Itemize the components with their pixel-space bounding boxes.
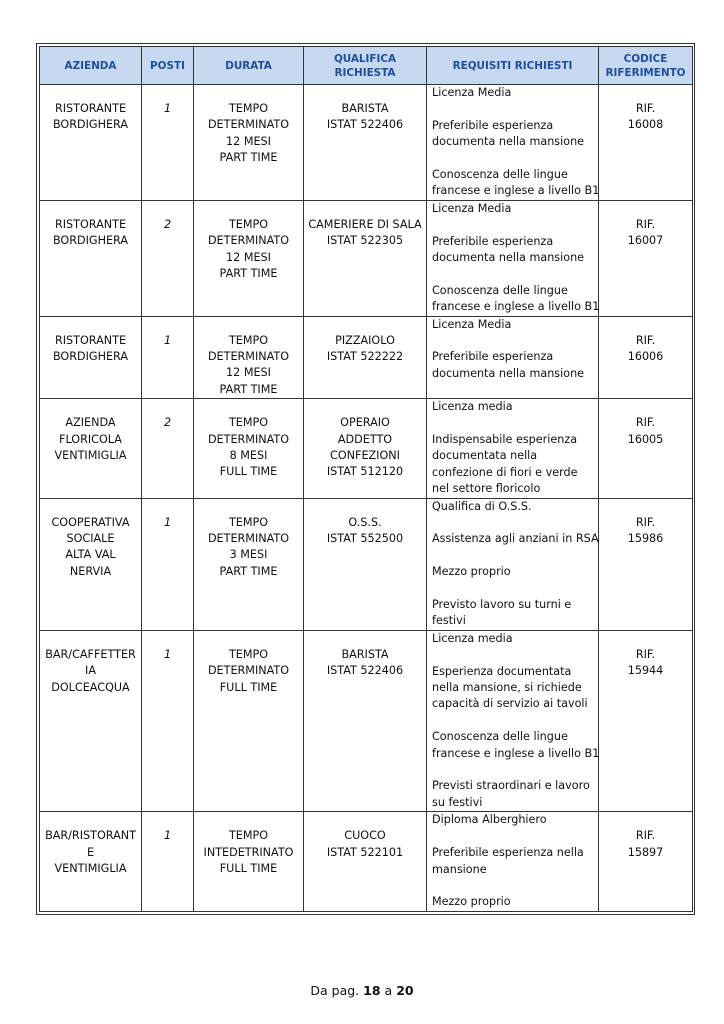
footer-prefix: Da pag. <box>310 983 360 998</box>
table-row <box>40 498 693 630</box>
cell-codice <box>599 498 693 630</box>
cell-line: 15986 <box>627 532 664 546</box>
cell-line: BORDIGHERA <box>52 234 129 248</box>
cell-line: 12 MESI <box>226 366 271 380</box>
cell-azienda <box>40 200 142 316</box>
requirement-line: su festivi <box>432 795 483 809</box>
cell-requisiti <box>427 630 599 811</box>
cell-line: INTEDETRINATO <box>203 845 294 859</box>
cell-line: BAR/RISTORANT <box>45 829 136 843</box>
paragraph-gap <box>432 515 595 531</box>
cell-line: CUOCO <box>344 829 386 843</box>
cell-line: 15944 <box>627 664 664 678</box>
page-footer <box>0 983 724 998</box>
requirement-line: francese e inglese a livello B1 <box>432 300 600 314</box>
cell-requisiti <box>427 200 599 316</box>
paragraph-gap <box>432 416 595 432</box>
cell-line: VENTIMIGLIA <box>54 862 127 876</box>
requirement-line: Preferibile esperienza <box>432 350 554 364</box>
cell-line: TEMPO <box>228 333 269 347</box>
cell-line: RIF. <box>635 217 656 231</box>
cell-durata <box>194 812 304 911</box>
cell-requisiti <box>427 399 599 498</box>
cell-value: 1 <box>163 333 172 347</box>
header-durata: DURATA <box>194 47 304 85</box>
cell-durata <box>194 316 304 399</box>
cell-value: 2 <box>163 217 172 231</box>
header-codice: CODICE RIFERIMENTO <box>599 47 693 85</box>
cell-line: 15897 <box>627 845 664 859</box>
paragraph-gap <box>432 151 595 167</box>
cell-durata <box>194 399 304 498</box>
cell-line: 12 MESI <box>226 250 271 264</box>
cell-line: CONFEZIONI <box>330 449 400 463</box>
cell-line: ISTAT 552500 <box>326 532 404 546</box>
cell-line: O.S.S. <box>348 515 382 529</box>
cell-line: RIF. <box>635 829 656 843</box>
requirement-line: Preferibile esperienza <box>432 118 554 132</box>
cell-value: 2 <box>163 416 172 430</box>
footer-total-pages: 20 <box>396 983 414 998</box>
requirement-line: Licenza Media <box>432 201 512 215</box>
cell-line: TEMPO <box>228 515 269 529</box>
cell-line: FULL TIME <box>219 862 278 876</box>
cell-azienda <box>40 812 142 911</box>
table-row <box>40 316 693 399</box>
cell-line: BORDIGHERA <box>52 350 129 364</box>
cell-durata <box>194 498 304 630</box>
cell-line: FLORICOLA <box>59 432 122 446</box>
cell-line: RIF. <box>635 102 656 115</box>
cell-qualifica <box>304 812 427 911</box>
cell-qualifica <box>304 316 427 399</box>
cell-requisiti <box>427 498 599 630</box>
requirement-line: Indispensabile esperienza <box>432 433 578 447</box>
cell-value: 1 <box>163 829 172 843</box>
cell-line: ISTAT 512120 <box>326 465 404 479</box>
cell-requisiti <box>427 812 599 911</box>
cell-line: IA <box>85 664 96 678</box>
requirement-line: documentata nella <box>432 449 538 463</box>
cell-requisiti <box>427 85 599 201</box>
cell-durata <box>194 85 304 201</box>
requirement-line: Preferibile esperienza <box>432 234 554 248</box>
cell-posti <box>142 200 194 316</box>
header-posti: POSTI <box>142 47 194 85</box>
cell-requisiti <box>427 316 599 399</box>
cell-posti <box>142 316 194 399</box>
cell-line: PART TIME <box>219 267 278 281</box>
cell-line: ISTAT 522305 <box>326 234 404 248</box>
cell-line: PART TIME <box>219 564 278 578</box>
cell-qualifica <box>304 630 427 811</box>
requirement-line: nella mansione, si richiede <box>432 681 582 695</box>
cell-qualifica <box>304 200 427 316</box>
cell-line: AZIENDA <box>65 416 116 430</box>
cell-codice <box>599 812 693 911</box>
header-qualifica: QUALIFICA RICHIESTA <box>304 47 427 85</box>
cell-line: 16006 <box>627 350 664 364</box>
footer-page-number: 18 <box>363 983 381 998</box>
table-row <box>40 812 693 911</box>
cell-line: DETERMINATO <box>207 432 290 446</box>
requirement-line: mansione <box>432 862 487 876</box>
cell-posti <box>142 399 194 498</box>
cell-line: DETERMINATO <box>207 664 290 678</box>
cell-line: ISTAT 522406 <box>326 118 404 132</box>
requirement-line: documenta nella mansione <box>432 135 585 149</box>
cell-line: SOCIALE <box>66 532 115 546</box>
cell-durata <box>194 200 304 316</box>
cell-line: ISTAT 522101 <box>326 845 404 859</box>
cell-value: 1 <box>163 102 172 115</box>
cell-line: DETERMINATO <box>207 350 290 364</box>
cell-line: ISTAT 522222 <box>326 350 404 364</box>
job-listings-table-frame <box>36 43 695 915</box>
requirement-line: Conoscenza delle lingue <box>432 168 568 181</box>
footer-separator: a <box>384 983 393 998</box>
cell-line: E <box>86 845 95 859</box>
cell-line: ADDETTO <box>337 432 393 446</box>
requirement-line: nel settore floricolo <box>432 482 541 496</box>
requirement-line: Esperienza documentata <box>432 664 572 678</box>
paragraph-gap <box>432 548 595 564</box>
requirement-line: francese e inglese a livello B1 <box>432 746 600 760</box>
requirement-line: Diploma Alberghiero <box>432 813 547 827</box>
requirement-line: capacità di servizio ai tavoli <box>432 697 588 711</box>
requirement-line: Licenza media <box>432 631 513 645</box>
cell-line: DETERMINATO <box>207 532 290 546</box>
cell-line: BARISTA <box>341 102 389 115</box>
paragraph-gap <box>432 217 595 233</box>
table-row <box>40 399 693 498</box>
paragraph-gap <box>432 713 595 729</box>
requirement-line: Licenza media <box>432 400 513 414</box>
requirement-line: Qualifica di O.S.S. <box>432 499 532 513</box>
requirement-line: Previsto lavoro su turni e <box>432 598 572 612</box>
requirement-line: Conoscenza delle lingue <box>432 283 568 297</box>
cell-azienda <box>40 85 142 201</box>
cell-codice <box>599 200 693 316</box>
cell-azienda <box>40 498 142 630</box>
cell-posti <box>142 85 194 201</box>
cell-posti <box>142 498 194 630</box>
cell-line: TEMPO <box>228 416 269 430</box>
cell-codice <box>599 316 693 399</box>
cell-qualifica <box>304 399 427 498</box>
requirement-line: festivi <box>432 614 466 628</box>
table-body <box>40 85 693 912</box>
cell-line: ISTAT 522406 <box>326 664 404 678</box>
cell-durata <box>194 630 304 811</box>
cell-qualifica <box>304 498 427 630</box>
cell-line: FULL TIME <box>219 680 278 694</box>
paragraph-gap <box>432 829 595 845</box>
cell-posti <box>142 812 194 911</box>
cell-line: OPERAIO <box>340 416 390 430</box>
requirement-line: Licenza Media <box>432 317 512 331</box>
table-row <box>40 85 693 201</box>
cell-line: TEMPO <box>228 647 269 661</box>
cell-line: COOPERATIVA <box>51 515 130 529</box>
cell-codice <box>599 399 693 498</box>
cell-line: 16008 <box>627 118 664 132</box>
cell-azienda <box>40 316 142 399</box>
cell-line: BAR/CAFFETTER <box>45 647 136 661</box>
paragraph-gap <box>432 762 595 778</box>
paragraph-gap <box>432 647 595 663</box>
cell-line: TEMPO <box>228 829 269 843</box>
cell-line: RIF. <box>635 333 656 347</box>
cell-line: DOLCEACQUA <box>51 680 130 694</box>
paragraph-gap <box>432 878 595 894</box>
cell-line: RIF. <box>635 416 656 430</box>
table-header-row <box>40 47 693 85</box>
paragraph-gap <box>432 101 595 117</box>
header-requisiti: REQUISITI RICHIESTI <box>427 47 599 85</box>
cell-line: BORDIGHERA <box>52 118 129 132</box>
cell-line: 3 MESI <box>229 548 268 562</box>
cell-line: RISTORANTE <box>54 102 127 115</box>
requirement-line: Licenza Media <box>432 86 512 99</box>
requirement-line: documenta nella mansione <box>432 366 585 380</box>
cell-line: RIF. <box>635 515 656 529</box>
cell-line: 8 MESI <box>229 449 268 463</box>
cell-line: NERVIA <box>69 564 112 578</box>
cell-line: 12 MESI <box>226 134 271 148</box>
cell-line: PART TIME <box>219 382 278 396</box>
cell-line: BARISTA <box>341 647 389 661</box>
cell-qualifica <box>304 85 427 201</box>
cell-posti <box>142 630 194 811</box>
requirement-line: Preferibile esperienza nella <box>432 846 584 860</box>
cell-azienda <box>40 630 142 811</box>
cell-line: TEMPO <box>228 217 269 231</box>
cell-line: CAMERIERE DI SALA <box>308 217 422 231</box>
table-row <box>40 200 693 316</box>
requirement-line: Mezzo proprio <box>432 565 511 579</box>
cell-line: PIZZAIOLO <box>335 333 395 347</box>
cell-line: TEMPO <box>228 102 269 115</box>
header-azienda: AZIENDA <box>40 47 142 85</box>
cell-value: 1 <box>163 647 172 661</box>
cell-line: RISTORANTE <box>54 217 127 231</box>
cell-codice <box>599 630 693 811</box>
requirement-line: Previsti straordinari e lavoro <box>432 779 590 793</box>
cell-line: 16007 <box>627 234 664 248</box>
cell-value: 1 <box>163 515 172 529</box>
requirement-line: Mezzo proprio <box>432 895 511 909</box>
requirement-line: Assistenza agli anziani in RSA <box>432 532 599 546</box>
cell-line: FULL TIME <box>219 465 278 479</box>
cell-line: RISTORANTE <box>54 333 127 347</box>
cell-line: VENTIMIGLIA <box>54 449 127 463</box>
paragraph-gap <box>432 266 595 282</box>
cell-codice <box>599 85 693 201</box>
requirement-line: francese e inglese a livello B1 <box>432 184 600 198</box>
requirement-line: Conoscenza delle lingue <box>432 730 568 744</box>
cell-line: ALTA VAL <box>65 548 116 562</box>
cell-line: PART TIME <box>219 151 278 165</box>
cell-azienda <box>40 399 142 498</box>
requirement-line: confezione di fiori e verde <box>432 465 578 479</box>
cell-line: DETERMINATO <box>207 118 290 132</box>
cell-line: RIF. <box>635 647 656 661</box>
requirement-line: documenta nella mansione <box>432 251 585 265</box>
paragraph-gap <box>432 333 595 349</box>
paragraph-gap <box>432 581 595 597</box>
table-row <box>40 630 693 811</box>
job-listings-table <box>39 46 693 912</box>
cell-line: 16005 <box>627 432 664 446</box>
cell-line: DETERMINATO <box>207 234 290 248</box>
